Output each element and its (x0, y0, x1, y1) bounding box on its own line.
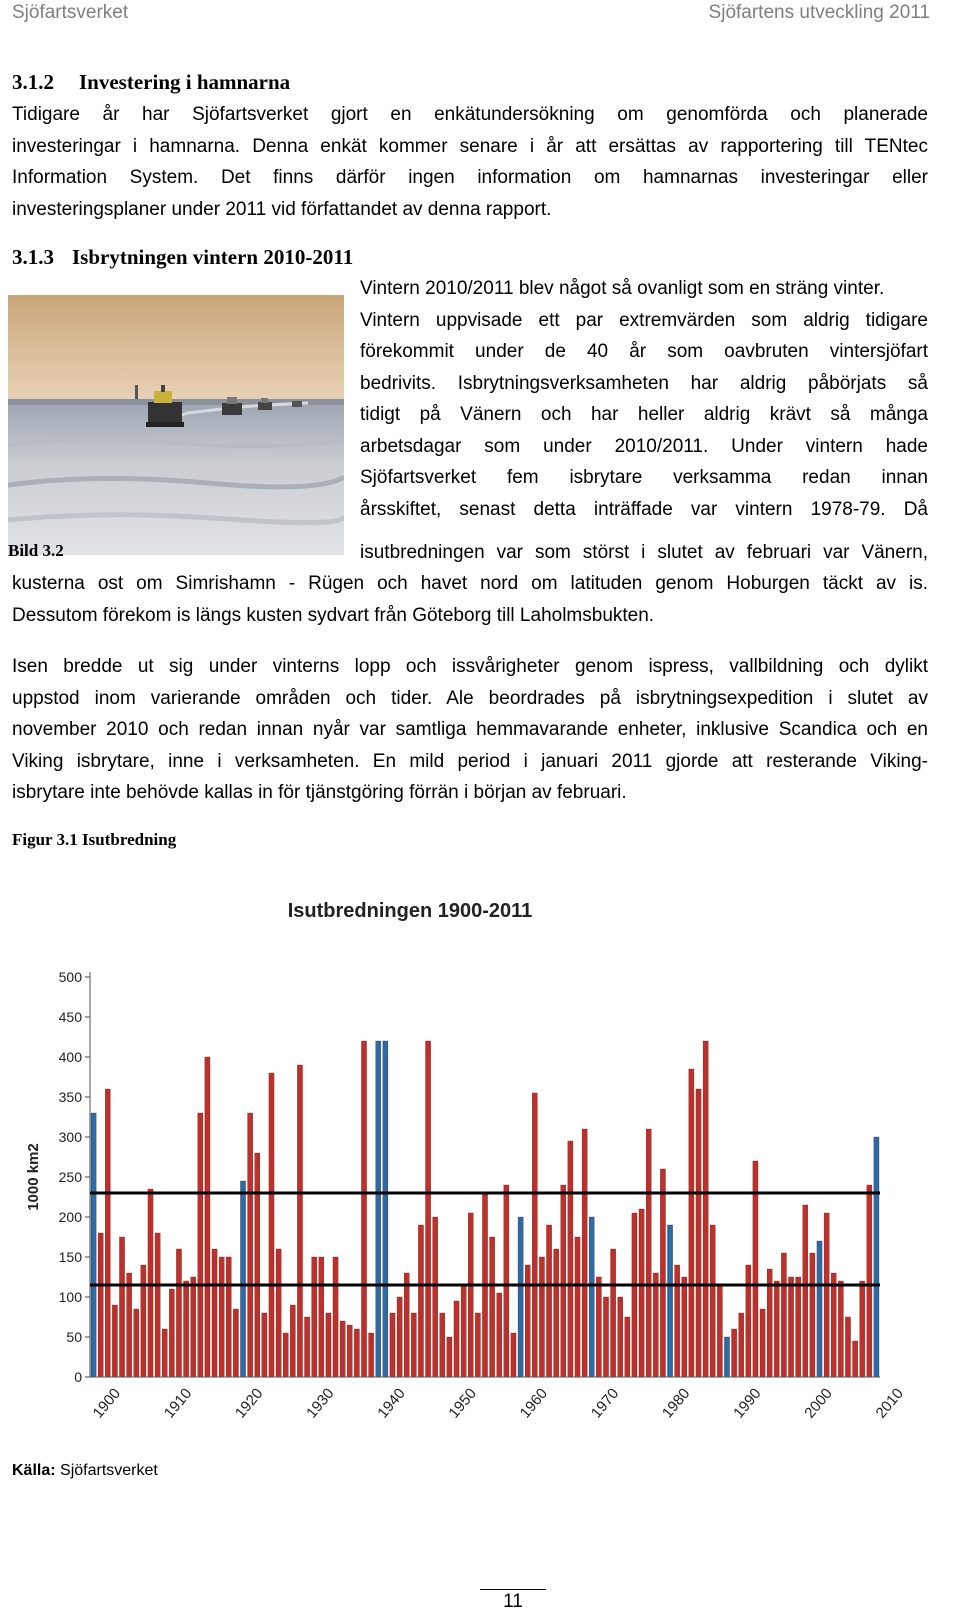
bar-1959 (511, 1333, 516, 1377)
section-heading-313 (12, 245, 353, 270)
y-tick-label: 50 (66, 1329, 82, 1345)
bar-1909 (155, 1233, 160, 1377)
bar-1943 (397, 1297, 402, 1377)
bar-1954 (475, 1313, 480, 1377)
bar-2010 (874, 1137, 879, 1377)
section-number: 3.1.3 (12, 245, 54, 269)
paragraph-vintern-full (12, 568, 928, 631)
x-tick-label: 1920 (231, 1385, 267, 1422)
icebreaker-illustration (8, 295, 344, 555)
bar-1948 (433, 1217, 438, 1377)
bar-1969 (582, 1129, 587, 1377)
text-line: Viking isbrytare, inne i verksamheten. En mild period i januari 2011 gjorde att resterande Viking- (12, 750, 928, 772)
bar-2005 (838, 1281, 843, 1377)
bar-1960 (518, 1217, 523, 1377)
bar-1978 (646, 1129, 651, 1377)
bar-1934 (333, 1257, 338, 1377)
bar-1937 (354, 1329, 359, 1377)
page-number: 11 (503, 1591, 523, 1612)
y-tick-label: 200 (58, 1209, 82, 1225)
ice-extent-chart (8, 900, 928, 1465)
bar-1967 (568, 1141, 573, 1377)
bar-1938 (361, 1041, 366, 1377)
bar-1916 (205, 1057, 210, 1377)
bar-2008 (860, 1281, 865, 1377)
source-value: Sjöfartsverket (60, 1462, 158, 1479)
source-label: Källa: (12, 1462, 56, 1479)
x-tick-label: 1930 (303, 1385, 338, 1422)
paragraph-isen (12, 651, 928, 809)
bar-1982 (675, 1265, 680, 1377)
photo-caption: Bild 3.2 (8, 541, 64, 560)
bar-1961 (525, 1265, 530, 1377)
bar-1986 (703, 1041, 708, 1377)
bar-1945 (411, 1313, 416, 1377)
bar-1940 (376, 1041, 381, 1377)
bar-1987 (710, 1225, 715, 1377)
text-line: kusterna ost om Simrishamn - Rügen och havet nord om latituden genom Hoburgen täckt av is. (12, 573, 928, 594)
text-line: tidigt på Vänern och har heller aldrig krävt så många (360, 404, 928, 425)
bar-2002 (817, 1241, 822, 1377)
bar-1988 (717, 1285, 722, 1377)
bar-1935 (340, 1321, 345, 1377)
paragraph-vintern-side (360, 273, 928, 525)
bar-1903 (112, 1305, 117, 1377)
bar-1925 (269, 1073, 274, 1377)
bar-1956 (490, 1237, 495, 1377)
y-axis-label: 1000 km2 (25, 1143, 42, 1211)
text-line: Tidigare år har Sjöfartsverket gjort en enkätundersökning om genomförda och planerade (12, 104, 928, 125)
bar-1936 (347, 1325, 352, 1377)
bar-1917 (212, 1249, 217, 1377)
icebreaker-photo (8, 295, 344, 555)
bar-1919 (226, 1257, 231, 1377)
bar-1972 (603, 1297, 608, 1377)
bar-1996 (774, 1281, 779, 1377)
bar-1908 (148, 1189, 153, 1377)
bar-1946 (418, 1225, 423, 1377)
bar-1930 (305, 1317, 310, 1377)
x-tick-label: 1950 (445, 1385, 480, 1422)
bar-1931 (312, 1257, 317, 1377)
text-line: Vintern 2010/2011 blev något så ovanligt som en sträng vinter. (360, 278, 885, 299)
text-line: investeringsplaner under 2011 vid författandet av denna rapport. (12, 198, 552, 220)
bar-1944 (404, 1273, 409, 1377)
bar-1962 (532, 1093, 537, 1377)
x-tick-label: 1900 (89, 1385, 125, 1422)
bar-1923 (255, 1153, 260, 1377)
bar-1926 (276, 1249, 281, 1377)
bar-1947 (426, 1041, 431, 1377)
bar-1985 (696, 1089, 701, 1377)
section-number: 3.1.2 (12, 70, 54, 94)
x-tick-label: 2000 (801, 1385, 836, 1422)
y-tick-label: 500 (58, 969, 82, 985)
bar-1958 (504, 1185, 509, 1377)
bar-1981 (667, 1225, 672, 1377)
paragraph-investering (12, 99, 928, 225)
bar-1933 (326, 1313, 331, 1377)
bar-1939 (369, 1333, 374, 1377)
bar-2001 (810, 1253, 815, 1377)
bar-2007 (853, 1341, 858, 1377)
bar-1907 (141, 1265, 146, 1377)
bar-1984 (689, 1069, 694, 1377)
bar-1922 (248, 1113, 253, 1377)
bar-1971 (596, 1277, 601, 1377)
bar-1964 (546, 1225, 551, 1377)
y-tick-label: 300 (58, 1129, 82, 1145)
bar-1999 (796, 1277, 801, 1377)
header-right: Sjöfartens utveckling 2011 (708, 2, 930, 23)
y-tick-label: 350 (58, 1089, 82, 1105)
bar-1977 (639, 1209, 644, 1377)
section-title: Isbrytningen vintern 2010-2011 (72, 245, 354, 269)
x-tick-label: 1940 (374, 1385, 409, 1422)
bar-1973 (611, 1249, 616, 1377)
text-line: årsskiftet, senast detta inträffade var vintern 1978-79. Då (360, 498, 928, 520)
bar-1924 (262, 1313, 267, 1377)
y-tick-label: 0 (74, 1369, 82, 1385)
bar-1997 (781, 1253, 786, 1377)
text-line: arbetsdagar som under 2010/2011. Under vintern hade (360, 435, 928, 457)
bar-1976 (632, 1213, 637, 1377)
bar-1979 (653, 1273, 658, 1377)
y-tick-label: 100 (58, 1289, 82, 1305)
x-tick-label: 1970 (587, 1385, 623, 1422)
bar-1965 (554, 1249, 559, 1377)
text-line: investeringar i hamnarna. Denna enkät kommer senare i år att ersättas av rapportering till TENtec (12, 135, 928, 157)
bar-1989 (724, 1337, 729, 1377)
bar-1994 (760, 1309, 765, 1377)
bar-1915 (198, 1113, 203, 1377)
bar-1921 (240, 1181, 245, 1377)
bar-1911 (169, 1289, 174, 1377)
bar-1932 (319, 1257, 324, 1377)
bar-1904 (119, 1237, 124, 1377)
paragraph-vintern-caption-line (360, 537, 928, 569)
bar-1980 (660, 1169, 665, 1377)
bar-1975 (625, 1317, 630, 1377)
text-line: isbrytare inte behövde kallas in för tjänstgöring förrän i början av februari. (12, 782, 627, 803)
bar-1991 (739, 1313, 744, 1377)
bar-1998 (788, 1277, 793, 1377)
bar-1957 (497, 1293, 502, 1377)
chart-svg (8, 900, 928, 1465)
section-title: Investering i hamnarna (79, 70, 291, 94)
chart-title: Isutbredningen 1900-2011 (287, 900, 533, 922)
text-line: Dessutom förekom is längs kusten sydvart från Göteborg till Laholmsbukten. (12, 604, 655, 626)
bar-1992 (746, 1265, 751, 1377)
bar-1941 (383, 1041, 388, 1377)
bar-1968 (575, 1237, 580, 1377)
bar-1918 (219, 1257, 224, 1377)
bar-1942 (390, 1313, 395, 1377)
bar-1974 (618, 1297, 623, 1377)
x-tick-label: 1960 (516, 1385, 552, 1422)
y-tick-label: 400 (58, 1049, 82, 1065)
bar-1966 (561, 1185, 566, 1377)
header-left: Sjöfartsverket (12, 2, 129, 23)
bar-1952 (461, 1285, 466, 1377)
bar-1953 (468, 1213, 473, 1377)
text-line: november 2010 och redan innan nyår var samtliga hemmavarande enheter, inklusive Scandica och en (12, 719, 928, 740)
bar-1927 (283, 1333, 288, 1377)
bar-1912 (176, 1249, 181, 1377)
y-tick-label: 150 (58, 1249, 82, 1265)
source-note (12, 1462, 158, 1480)
text-line: Isen bredde ut sig under vinterns lopp och issvårigheter genom ispress, vallbildning och dylikt (12, 656, 928, 677)
text-line: bedrivits. Isbrytningsverksamheten har aldrig påbörjats så (360, 372, 928, 394)
figure-caption: Figur 3.1 Isutbredning (12, 830, 177, 849)
bar-1902 (105, 1089, 110, 1377)
text-line: isutbredningen var som störst i slutet av februari var Vänern, (360, 542, 928, 563)
text-line: Vintern uppvisade ett par extremvärden som aldrig tidigare (360, 309, 928, 331)
y-tick-label: 450 (58, 1009, 82, 1025)
y-tick-label: 250 (58, 1169, 82, 1185)
bar-2003 (824, 1213, 829, 1377)
bar-1913 (184, 1281, 189, 1377)
bar-2009 (867, 1185, 872, 1377)
bar-1914 (191, 1277, 196, 1377)
bar-2004 (831, 1273, 836, 1377)
bar-1910 (162, 1329, 167, 1377)
bar-1920 (233, 1309, 238, 1377)
text-line: förekommit under de 40 år som oavbruten vintersjöfart (360, 341, 928, 362)
x-tick-label: 1910 (160, 1385, 196, 1422)
bar-1983 (682, 1277, 687, 1377)
bar-1950 (447, 1337, 452, 1377)
bar-1949 (440, 1313, 445, 1377)
bar-1901 (98, 1233, 103, 1377)
bar-1951 (454, 1301, 459, 1377)
bar-1900 (91, 1113, 96, 1377)
bar-2006 (845, 1317, 850, 1377)
bar-1929 (297, 1065, 302, 1377)
bar-1990 (732, 1329, 737, 1377)
bar-1963 (539, 1257, 544, 1377)
footer-rule (480, 1589, 546, 1590)
text-line: Sjöfartsverket fem isbrytare verksamma redan innan (360, 467, 928, 488)
bar-1970 (589, 1217, 594, 1377)
text-line: Information System. Det finns därför ingen information om hamnarnas investeringar eller (12, 167, 928, 188)
bar-2000 (803, 1205, 808, 1377)
bar-1928 (290, 1305, 295, 1377)
text-line: uppstod inom varierande områden och tider. Ale beordrades på isbrytningsexpedition i slutet av (12, 687, 928, 709)
bar-1906 (134, 1309, 139, 1377)
x-tick-label: 1980 (658, 1385, 694, 1422)
section-heading-312 (12, 70, 290, 95)
bar-1905 (127, 1273, 132, 1377)
x-tick-label: 2010 (872, 1385, 907, 1422)
x-tick-label: 1990 (730, 1385, 765, 1422)
